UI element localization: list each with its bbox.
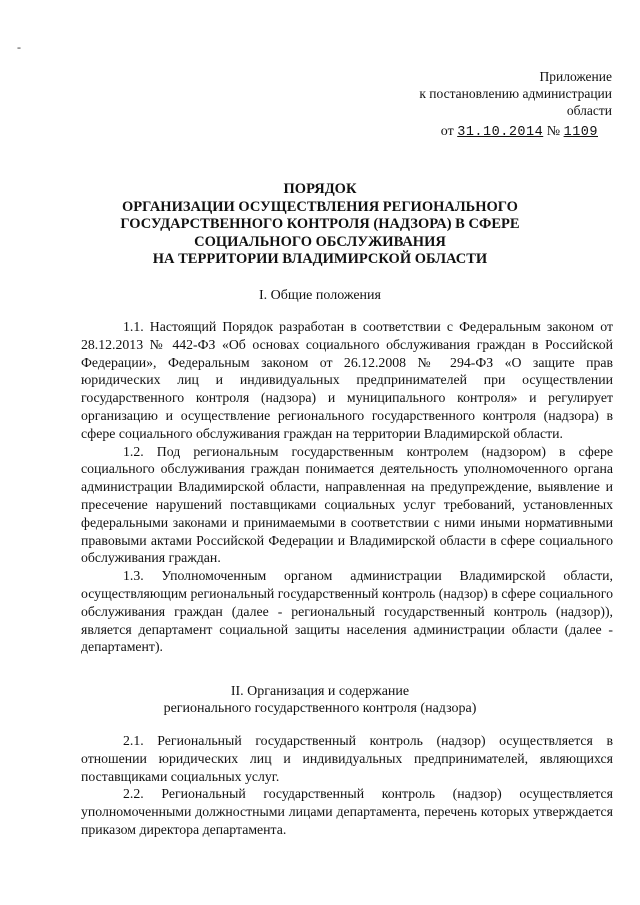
title-line-5: НА ТЕРРИТОРИИ ВЛАДИМИРСКОЙ ОБЛАСТИ bbox=[152, 251, 488, 267]
title-line-3: ГОСУДАРСТВЕННОГО КОНТРОЛЯ (НАДЗОРА) В СФЕРЕ bbox=[120, 216, 520, 232]
section-2-body bbox=[81, 732, 613, 839]
paragraph-1-1: 1.1. Настоящий Порядок разработан в соответствии с Федеральным законом от 28.12.2013 № 442-ФЗ «Об основах социального обслуживания граждан в Российской Федерации», Федеральным законом от 26.12.2008 № 294-ФЗ «О защите прав юридических лиц и индивидуальных предпринимателей при осуществлении государственного контроля (надзора) и муниципального контроля» и регулирует организацию и осуществление регионального государственного контроля (надзора) в сфере социального обслуживания граждан на территории Владимирской области. bbox=[81, 319, 613, 441]
section-2-heading-line-2: регионального государственного контроля (надзора) bbox=[163, 701, 477, 716]
section-2-heading-line-1: II. Организация и содержание bbox=[230, 684, 410, 699]
appendix-line-3: области bbox=[566, 103, 612, 118]
paragraph-2-2: 2.2. Региональный государственный контроль (надзор) осуществляется уполномоченными должностными лицами департамента, перечень которых утверждается приказом директора департамента. bbox=[81, 786, 613, 837]
paragraph-2-1: 2.1. Региональный государственный контроль (надзор) осуществляется в отношении юридических лиц и индивидуальных предпринимателей, являющихся поставщиками социальных услуг. bbox=[81, 733, 613, 784]
paragraph-1-3: 1.3. Уполномоченным органом администрации Владимирской области, осуществляющим региональный государственный контроль (надзор) в сфере социального обслуживания граждан (далее - региональный государственный контроль (надзор)), является департамент социальной защиты населения администрации области (далее - департамент). bbox=[81, 568, 613, 655]
date-prefix: от bbox=[440, 124, 454, 139]
appendix-line-2: к постановлению администрации bbox=[419, 86, 612, 101]
title-line-2: ОРГАНИЗАЦИИ ОСУЩЕСТВЛЕНИЯ РЕГИОНАЛЬНОГО bbox=[122, 198, 518, 215]
date-value: 31.10.2014 bbox=[457, 125, 544, 140]
section-1-heading: I. Общие положения bbox=[259, 288, 381, 303]
number-value: 1109 bbox=[563, 125, 598, 140]
margin-mark: - bbox=[17, 40, 21, 54]
document-title bbox=[60, 181, 580, 269]
section-2-heading bbox=[60, 683, 580, 717]
title-line-1: ПОРЯДОК bbox=[283, 181, 357, 197]
appendix-line-1: Приложение bbox=[539, 69, 612, 84]
appendix-block bbox=[372, 68, 612, 141]
section-1-body bbox=[81, 318, 613, 656]
number-sign: № bbox=[546, 124, 561, 139]
title-line-4: СОЦИАЛЬНОГО ОБСЛУЖИВАНИЯ bbox=[194, 233, 446, 250]
appendix-date-line bbox=[372, 123, 612, 141]
paragraph-1-2: 1.2. Под региональным государственным контролем (надзором) в сфере социального обслуживания граждан понимается деятельность уполномоченного органа администрации Владимирской области, направленная на предупреждение, выявление и пресечение нарушений поставщиками социальных услуг требований, установленных федеральными законами и принимаемыми в соответствии с ними иными нормативными правовыми актами Российской Федерации и Владимирской области в сфере социального обслуживания граждан. bbox=[81, 443, 613, 566]
